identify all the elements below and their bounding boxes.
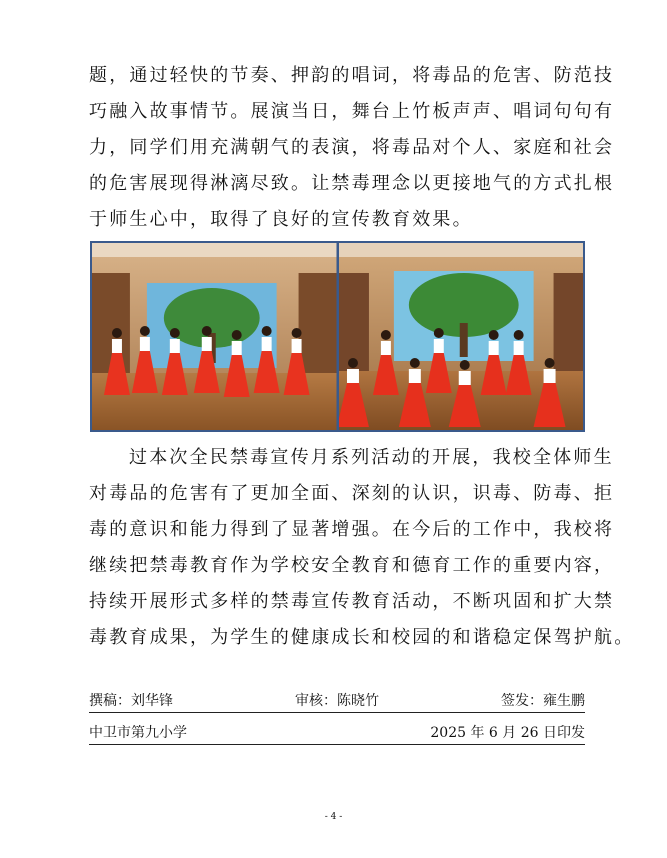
photo-strip [90,241,585,432]
text-line: 巧融入故事情节。展演当日，舞台上竹板声声、唱词句句有 [89,101,615,122]
text-line: 力，同学们用充满朝气的表演，将毒品对个人、家庭和社会 [89,137,615,158]
text-line: 的危害展现得淋漓尽致。让禁毒理念以更接地气的方式扎根 [89,173,615,194]
author-credit: 撰稿：刘华锋 [89,693,173,709]
text-line: 于师生心中，取得了良好的宣传教育效果。 [89,209,473,230]
issuer-credit: 签发：雍生鹏 [501,693,585,709]
issue-row [89,722,585,742]
footer-divider-top [89,712,585,713]
page-number: - 4 - [324,812,343,822]
text-line: 继续把禁毒教育作为学校安全教育和德育工作的重要内容， [89,555,615,576]
signature-row [89,690,585,710]
footer-divider-bottom [89,744,585,745]
body-paragraph-1 [89,58,615,238]
text-line: 题，通过轻快的节奏、押韵的唱词，将毒品的危害、防范技 [89,65,615,86]
issue-date: 2025 年 6 月 26 日印发 [430,725,585,741]
organization-name: 中卫市第九小学 [89,725,187,741]
text-line: 毒的意识和能力得到了显著增强。在今后的工作中，我校将 [89,519,615,540]
text-line: 过本次全民禁毒宣传月系列活动的开展，我校全体师生 [129,447,614,468]
performance-photo-left [92,243,337,430]
performance-photo-right [339,243,584,430]
reviewer-credit: 审核：陈晓竹 [295,693,379,709]
text-line: 毒教育成果，为学生的健康成长和校园的和谐稳定保驾护航。 [89,627,635,648]
body-paragraph-2 [89,440,635,656]
text-line: 对毒品的危害有了更加全面、深刻的认识，识毒、防毒、拒 [89,483,615,504]
text-line: 持续开展形式多样的禁毒宣传教育活动，不断巩固和扩大禁 [89,591,615,612]
